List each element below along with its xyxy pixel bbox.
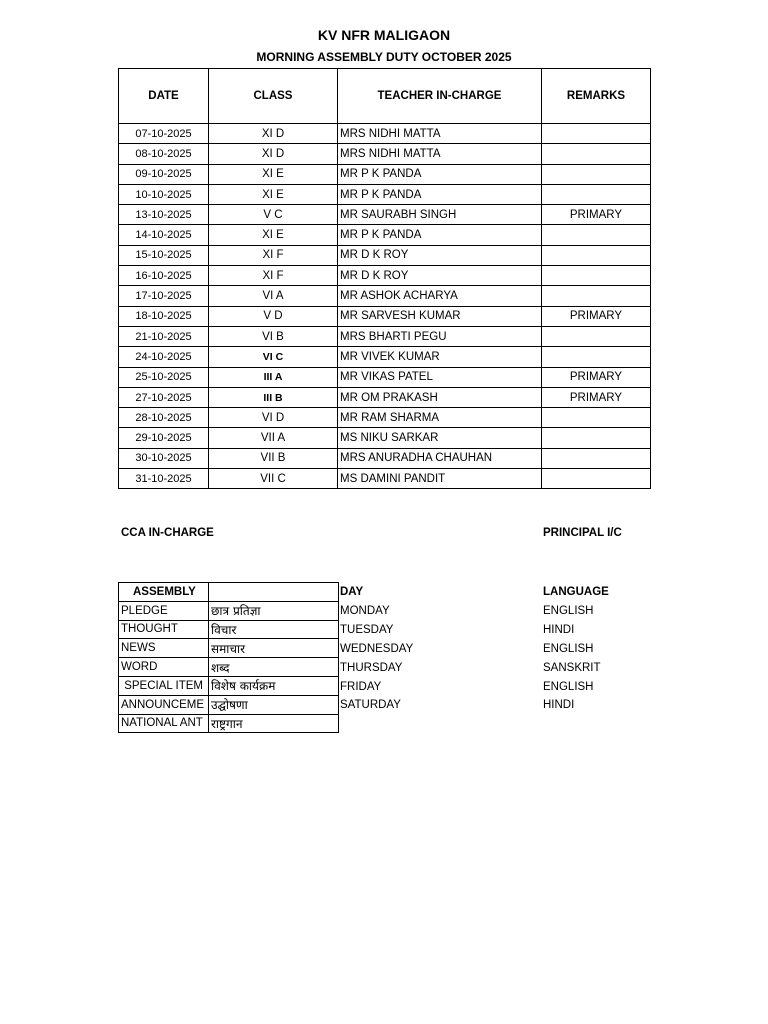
column-header-teacher: TEACHER IN-CHARGE xyxy=(338,69,542,124)
teacher-cell: MR D K ROY xyxy=(338,266,542,286)
class-cell: III A xyxy=(209,367,338,387)
principal-signature-label: PRINCIPAL I/C xyxy=(543,527,622,539)
day-column xyxy=(340,583,413,715)
class-cell: XI F xyxy=(209,245,338,265)
day-item: MONDAY xyxy=(340,604,390,617)
day-item: FRIDAY xyxy=(340,680,382,693)
assembly-items-table xyxy=(118,582,339,733)
column-header-class: CLASS xyxy=(209,69,338,124)
class-cell: V C xyxy=(209,205,338,225)
assembly-row xyxy=(119,601,339,620)
day-item: THURSDAY xyxy=(340,661,403,674)
school-title: KV NFR MALIGAON xyxy=(317,27,451,43)
cca-in-charge-signature-label: CCA IN-CHARGE xyxy=(121,527,214,539)
teacher-cell: MR D K ROY xyxy=(338,245,542,265)
duty-table-body xyxy=(119,124,651,489)
class-cell: XI D xyxy=(209,124,338,144)
table-row xyxy=(119,205,651,225)
date-cell: 15-10-2025 xyxy=(119,245,209,265)
language-item: HINDI xyxy=(543,623,575,636)
teacher-cell: MR OM PRAKASH xyxy=(338,387,542,407)
table-row xyxy=(119,387,651,407)
table-row xyxy=(119,266,651,286)
assembly-heading-row xyxy=(119,583,339,602)
assembly-heading-empty-cell xyxy=(209,583,339,602)
date-cell: 08-10-2025 xyxy=(119,144,209,164)
table-row xyxy=(119,225,651,245)
table-row xyxy=(119,184,651,204)
assembly-item-cell: SPECIAL ITEM xyxy=(119,676,209,695)
assembly-item-cell: THOUGHT xyxy=(119,620,209,639)
assembly-item-cell: NEWS xyxy=(119,639,209,658)
remarks-cell xyxy=(542,184,651,204)
language-heading: LANGUAGE xyxy=(543,586,609,598)
remarks-cell xyxy=(542,144,651,164)
table-row xyxy=(119,286,651,306)
assembly-hindi-cell: उद्घोषणा xyxy=(209,695,339,714)
remarks-cell xyxy=(542,225,651,245)
assembly-row xyxy=(119,676,339,695)
teacher-cell: MS DAMINI PANDIT xyxy=(338,469,542,489)
class-cell: XI E xyxy=(209,225,338,245)
table-row xyxy=(119,428,651,448)
class-cell: VI B xyxy=(209,326,338,346)
remarks-cell xyxy=(542,266,651,286)
date-cell: 10-10-2025 xyxy=(119,184,209,204)
table-row xyxy=(119,367,651,387)
assembly-item-cell: ANNOUNCEME xyxy=(119,695,209,714)
duty-table xyxy=(118,68,651,489)
teacher-cell: MR P K PANDA xyxy=(338,164,542,184)
remarks-cell xyxy=(542,347,651,367)
remarks-cell: PRIMARY xyxy=(542,306,651,326)
class-cell: VII A xyxy=(209,428,338,448)
table-row xyxy=(119,408,651,428)
duty-table-header-row xyxy=(119,69,651,124)
date-cell: 31-10-2025 xyxy=(119,469,209,489)
date-cell: 30-10-2025 xyxy=(119,448,209,468)
day-heading: DAY xyxy=(340,586,364,598)
teacher-cell: MRS NIDHI MATTA xyxy=(338,144,542,164)
assembly-heading: ASSEMBLY xyxy=(119,583,209,602)
table-row xyxy=(119,245,651,265)
remarks-cell xyxy=(542,408,651,428)
table-row xyxy=(119,448,651,468)
date-cell: 17-10-2025 xyxy=(119,286,209,306)
date-cell: 25-10-2025 xyxy=(119,367,209,387)
assembly-hindi-cell: विशेष कार्यक्रम xyxy=(209,676,339,695)
day-item: WEDNESDAY xyxy=(340,642,414,655)
date-cell: 14-10-2025 xyxy=(119,225,209,245)
table-row xyxy=(119,469,651,489)
class-cell: III B xyxy=(209,387,338,407)
remarks-cell xyxy=(542,164,651,184)
date-cell: 27-10-2025 xyxy=(119,387,209,407)
assembly-hindi-cell: राष्ट्रगान xyxy=(209,714,339,733)
teacher-cell: MS NIKU SARKAR xyxy=(338,428,542,448)
assembly-hindi-cell: शब्द xyxy=(209,658,339,677)
document-subtitle: MORNING ASSEMBLY DUTY OCTOBER 2025 xyxy=(256,50,512,64)
table-row xyxy=(119,326,651,346)
column-header-date: DATE xyxy=(119,69,209,124)
class-cell: VI A xyxy=(209,286,338,306)
table-row xyxy=(119,144,651,164)
date-cell: 24-10-2025 xyxy=(119,347,209,367)
teacher-cell: MR P K PANDA xyxy=(338,184,542,204)
remarks-cell xyxy=(542,245,651,265)
assembly-row xyxy=(119,714,339,733)
teacher-cell: MRS BHARTI PEGU xyxy=(338,326,542,346)
date-cell: 28-10-2025 xyxy=(119,408,209,428)
date-cell: 16-10-2025 xyxy=(119,266,209,286)
remarks-cell xyxy=(542,448,651,468)
assembly-hindi-cell: समाचार xyxy=(209,639,339,658)
class-cell: VI D xyxy=(209,408,338,428)
table-row xyxy=(119,347,651,367)
teacher-cell: MR SAURABH SINGH xyxy=(338,205,542,225)
teacher-cell: MR RAM SHARMA xyxy=(338,408,542,428)
language-item: SANSKRIT xyxy=(543,661,601,674)
day-item: TUESDAY xyxy=(340,623,394,636)
table-row xyxy=(119,306,651,326)
language-item: ENGLISH xyxy=(543,680,594,693)
class-cell: VII B xyxy=(209,448,338,468)
class-cell: VI C xyxy=(209,347,338,367)
assembly-table-body xyxy=(119,583,339,733)
teacher-cell: MR ASHOK ACHARYA xyxy=(338,286,542,306)
table-row xyxy=(119,124,651,144)
date-cell: 13-10-2025 xyxy=(119,205,209,225)
assembly-item-cell: NATIONAL ANT xyxy=(119,714,209,733)
table-row xyxy=(119,164,651,184)
language-column xyxy=(543,583,609,715)
teacher-cell: MRS NIDHI MATTA xyxy=(338,124,542,144)
column-header-remarks: REMARKS xyxy=(542,69,651,124)
class-cell: XI F xyxy=(209,266,338,286)
language-item: ENGLISH xyxy=(543,642,594,655)
day-item: SATURDAY xyxy=(340,699,401,712)
remarks-cell: PRIMARY xyxy=(542,387,651,407)
assembly-row xyxy=(119,620,339,639)
assembly-item-cell: PLEDGE xyxy=(119,601,209,620)
assembly-row xyxy=(119,658,339,677)
assembly-item-cell: WORD xyxy=(119,658,209,677)
assembly-hindi-cell: छात्र प्रतिज्ञा xyxy=(209,601,339,620)
class-cell: XI E xyxy=(209,184,338,204)
date-cell: 09-10-2025 xyxy=(119,164,209,184)
teacher-cell: MRS ANURADHA CHAUHAN xyxy=(338,448,542,468)
remarks-cell xyxy=(542,124,651,144)
remarks-cell xyxy=(542,469,651,489)
assembly-row xyxy=(119,639,339,658)
language-item: HINDI xyxy=(543,699,575,712)
remarks-cell: PRIMARY xyxy=(542,367,651,387)
class-cell: XI E xyxy=(209,164,338,184)
assembly-row xyxy=(119,695,339,714)
remarks-cell xyxy=(542,286,651,306)
date-cell: 21-10-2025 xyxy=(119,326,209,346)
class-cell: VII C xyxy=(209,469,338,489)
assembly-hindi-cell: विचार xyxy=(209,620,339,639)
date-cell: 29-10-2025 xyxy=(119,428,209,448)
teacher-cell: MR P K PANDA xyxy=(338,225,542,245)
remarks-cell xyxy=(542,428,651,448)
date-cell: 18-10-2025 xyxy=(119,306,209,326)
teacher-cell: MR VIKAS PATEL xyxy=(338,367,542,387)
teacher-cell: MR VIVEK KUMAR xyxy=(338,347,542,367)
class-cell: V D xyxy=(209,306,338,326)
remarks-cell xyxy=(542,326,651,346)
date-cell: 07-10-2025 xyxy=(119,124,209,144)
class-cell: XI D xyxy=(209,144,338,164)
remarks-cell: PRIMARY xyxy=(542,205,651,225)
teacher-cell: MR SARVESH KUMAR xyxy=(338,306,542,326)
language-item: ENGLISH xyxy=(543,604,594,617)
